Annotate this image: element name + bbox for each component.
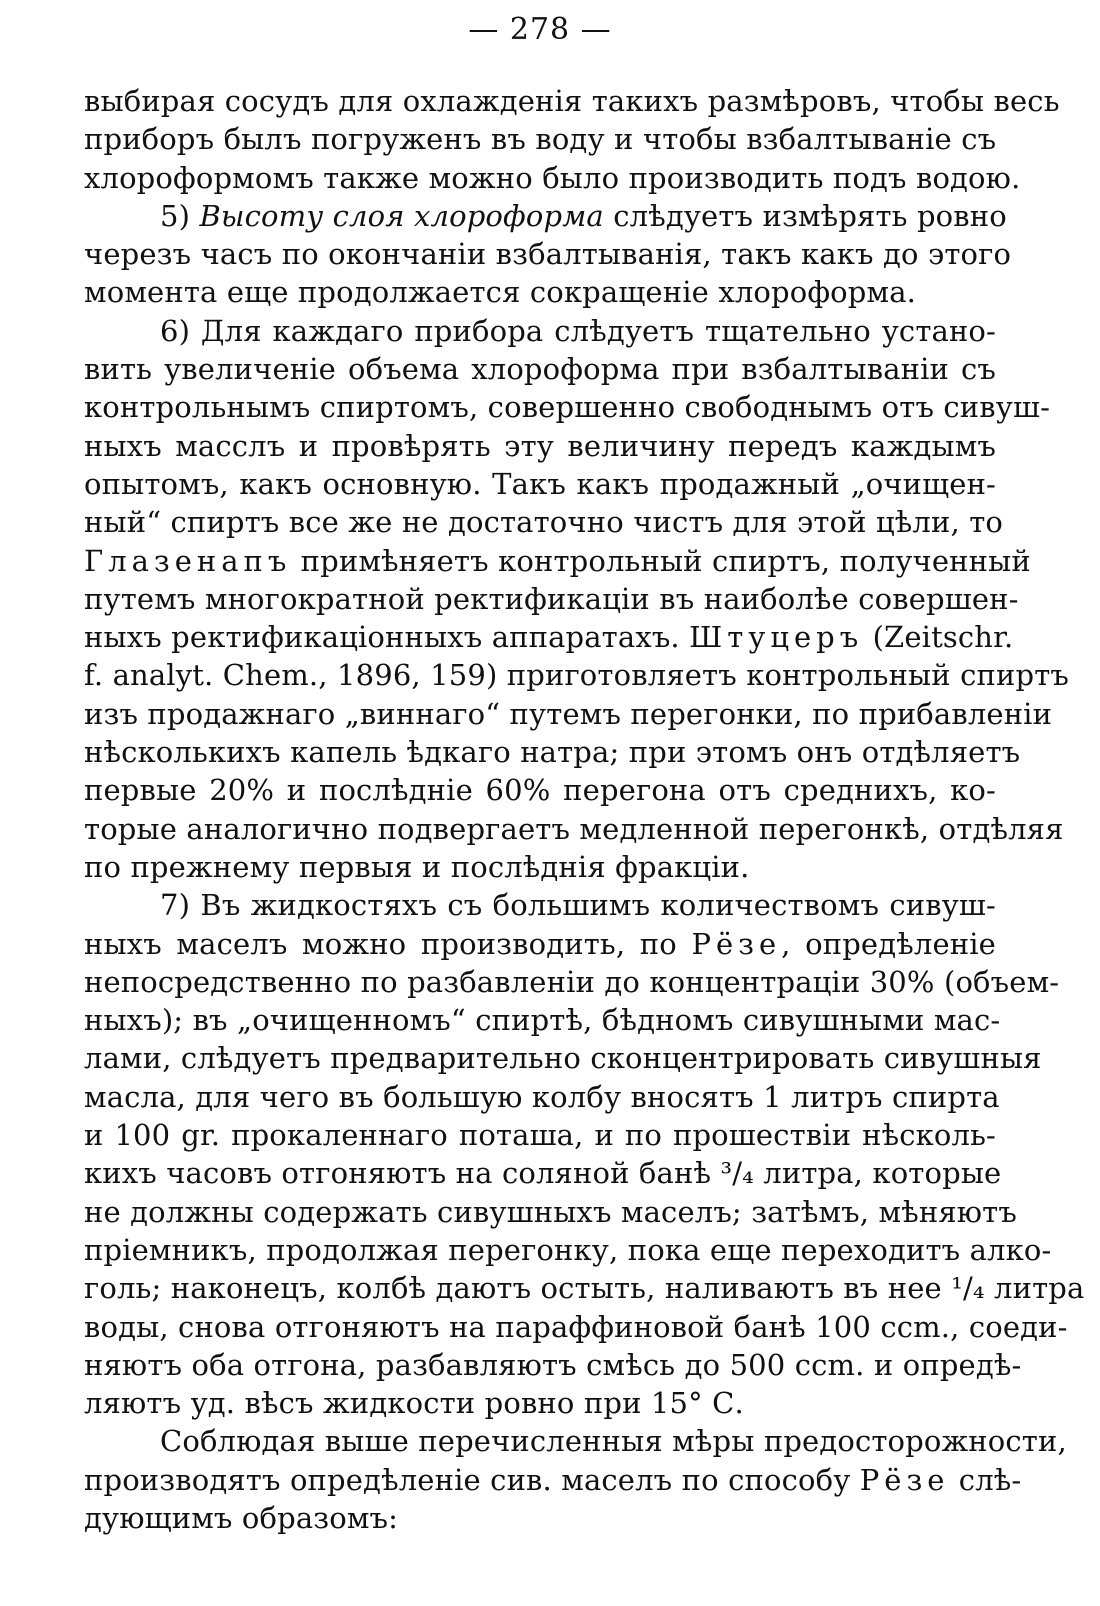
text-line: по прежнему первыя и послѣднія фракціи.: [84, 849, 750, 884]
text-line: лами, слѣдуетъ предварительно сконцентрировать сивушныя: [84, 1041, 1042, 1076]
page: [84, 0, 1085, 1606]
text-line: вить увеличеніе объема хлороформа при взбалтываніи съ: [84, 352, 996, 387]
text-segment: 5): [160, 198, 200, 233]
text-line: [84, 618, 1014, 656]
text-line: не должны содержать сивушныхъ маселъ; затѣмъ, мѣняютъ: [84, 1194, 1017, 1229]
text-segment: слѣдуетъ измѣрять ровно: [603, 198, 1007, 233]
spaced-name: Рёзе: [691, 926, 782, 961]
text-line: изъ продажнаго „виннаго“ путемъ перегонки, по прибавленіи: [84, 696, 1053, 731]
text-segment: ныхъ ректификаціонныхъ аппаратахъ.: [84, 620, 690, 655]
text-line: [84, 925, 996, 963]
text-line: черезъ часъ по окончаніи взбалтыванія, такъ какъ до этого: [84, 237, 1012, 272]
body-text: [84, 82, 1085, 1537]
text-line: ляютъ уд. вѣсъ жидкости ровно при 15° С.: [84, 1386, 744, 1421]
text-line: момента еще продолжается сокращеніе хлороформа.: [84, 275, 917, 310]
text-line: хлороформомъ также можно было производить подъ водою.: [84, 160, 1021, 195]
text-line: ныхъ); въ „очищенномъ“ спиртѣ, бѣдномъ сивушными мас-: [84, 1003, 1001, 1038]
text-line: контрольнымъ спиртомъ, совершенно свободнымъ отъ сивуш-: [84, 390, 1051, 425]
text-line: нѣсколькихъ капель ѣдкаго натра; при этомъ онъ отдѣляетъ: [84, 735, 1021, 770]
text-segment: ныхъ маселъ можно производить, по: [84, 926, 692, 961]
text-line: няютъ оба отгона, разбавляютъ смѣсь до 500 ccm. и опредѣ-: [84, 1347, 1022, 1382]
text-segment: примѣняетъ контрольный спиртъ, полученный: [291, 543, 1031, 578]
text-line: [84, 197, 1007, 235]
text-line: масла, для чего въ большую колбу вносятъ 1 литръ спирта: [84, 1079, 1000, 1114]
text-line: путемъ многократной ректификаціи въ наиболѣе совершен-: [84, 581, 1019, 616]
text-line: непосредственно по разбавленіи до концентраціи 30% (объем-: [84, 964, 1060, 999]
text-line: ныхъ масслъ и провѣрять эту величину передъ каждымъ: [84, 428, 996, 463]
text-line: воды, снова отгоняютъ на параффиновой банѣ 100 ccm., соеди-: [84, 1309, 1068, 1344]
text-line: и 100 gr. прокаленнаго поташа, и по прошествіи нѣсколь-: [84, 1118, 996, 1153]
spaced-name: Рёзе: [859, 1462, 950, 1497]
text-line: пріемникъ, продолжая перегонку, пока еще переходитъ алко-: [84, 1232, 1052, 1267]
text-line: 6) Для каждаго прибора слѣдуетъ тщательно устано-: [160, 313, 996, 348]
text-line: голь; наконецъ, колбѣ даютъ остыть, наливаютъ въ нее ¹/₄ литра: [84, 1271, 1085, 1306]
text-segment: (Zeitschr.: [863, 620, 1014, 655]
text-segment: производятъ опредѣленіе сив. маселъ по способу: [84, 1462, 860, 1497]
text-line: дующимъ образомъ:: [84, 1500, 399, 1535]
text-segment: , опредѣленіе: [781, 926, 996, 961]
text-line: торые аналогично подвергаетъ медленной перегонкѣ, отдѣляя: [84, 811, 1064, 846]
text-line: первые 20% и послѣдніе 60% перегона отъ среднихъ, ко-: [84, 773, 996, 808]
text-line: опытомъ, какъ основную. Такъ какъ продажный „очищен-: [84, 466, 996, 501]
text-line: [84, 542, 1031, 580]
text-line: f. analyt. Chem., 1896, 159) приготовляетъ контрольный спиртъ: [84, 658, 1069, 693]
text-line: выбирая сосудъ для охлажденія такихъ размѣровъ, чтобы весь: [84, 84, 1060, 118]
italic-phrase: Высоту слоя хлороформа: [199, 198, 604, 233]
spaced-name: Штуцеръ: [689, 620, 864, 655]
text-segment: слѣ-: [949, 1462, 1022, 1497]
text-line: [84, 1461, 1022, 1499]
text-line: 7) Въ жидкостяхъ съ большимъ количествомъ сивуш-: [160, 888, 996, 923]
text-line: приборъ былъ погруженъ въ воду и чтобы взбалтываніе съ: [84, 122, 997, 157]
text-line: ный“ спиртъ все же не достаточно чистъ для этой цѣли, то: [84, 505, 1004, 540]
spaced-name: Глазенапъ: [84, 543, 292, 578]
text-line: Соблюдая выше перечисленныя мѣры предосторожности,: [160, 1424, 1067, 1459]
text-line: кихъ часовъ отгоняютъ на соляной банѣ ³/₄ литра, которые: [84, 1156, 1002, 1191]
page-number: — 278 —: [468, 12, 612, 47]
